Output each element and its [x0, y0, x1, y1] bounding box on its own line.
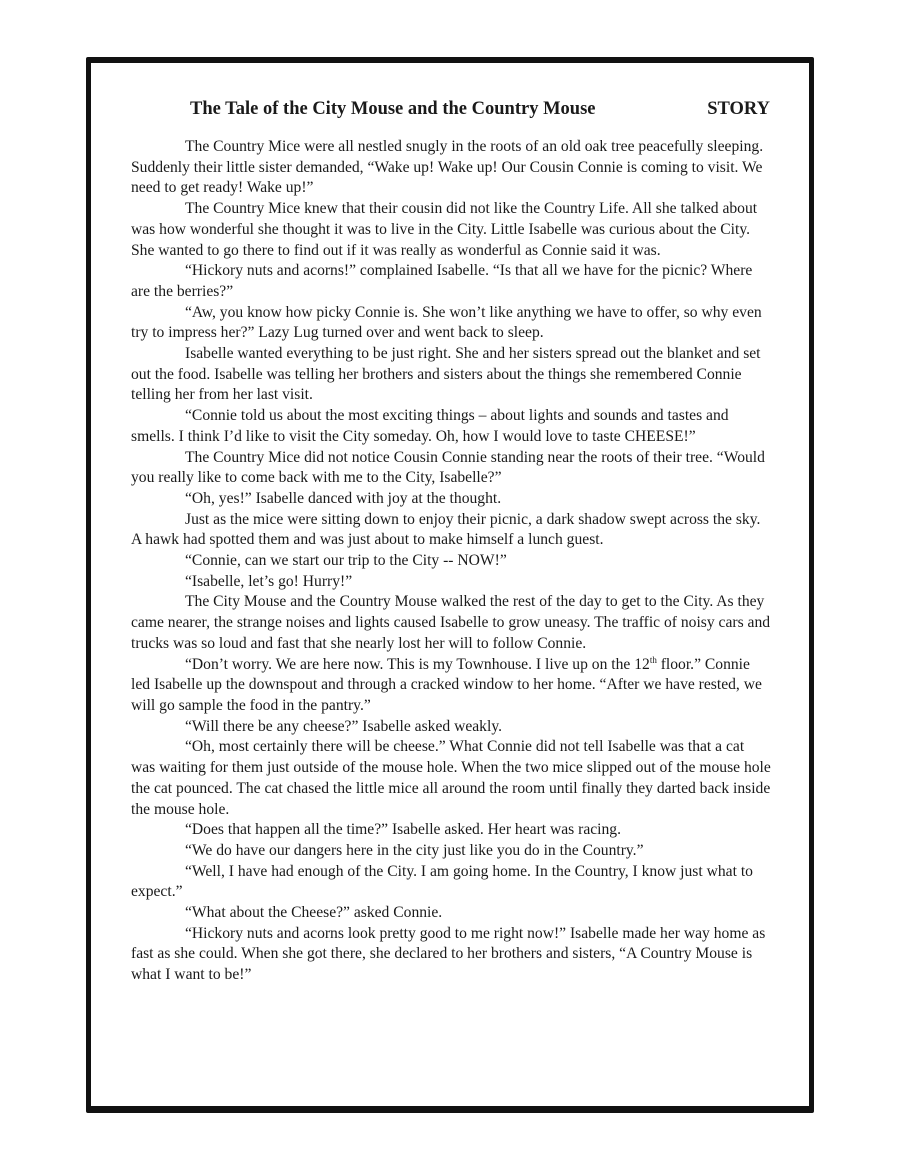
- story-paragraph: “Isabelle, let’s go! Hurry!”: [185, 572, 353, 590]
- story-paragraph: Just as the mice were sitting down to enjoy their picnic, a dark shadow swept across the sky. A hawk had spotted them and was just about to make himself a lunch guest.: [131, 510, 761, 549]
- story-paragraph: The City Mouse and the Country Mouse walked the rest of the day to get to the City. As they came nearer, the strange noises and lights caused Isabelle to grow uneasy. The traffic of noisy cars and trucks was so loud and fast that she nearly lost her will to follow Connie.: [131, 593, 771, 652]
- story-paragraph-townhouse: [131, 655, 771, 717]
- story-paragraph: “What about the Cheese?” asked Connie.: [185, 904, 443, 922]
- document-header: [120, 99, 770, 127]
- story-paragraph: “Will there be any cheese?” Isabelle asked weakly.: [185, 717, 502, 735]
- story-paragraph: “Hickory nuts and acorns!” complained Isabelle. “Is that all we have for the picnic? Where are the berries?”: [131, 262, 753, 300]
- story-paragraph: Isabelle wanted everything to be just right. She and her sisters spread out the blanket and set out the food. Isabelle was telling her brothers and sisters about the things she remembered Connie telling her from her last visit.: [131, 345, 761, 404]
- story-paragraph: “Hickory nuts and acorns look pretty good to me right now!” Isabelle made her way home as fast as she could. When she got there, she declared to her brothers and sisters, “A Country Mouse is what I want to be!”: [131, 924, 766, 984]
- story-body: [131, 137, 771, 986]
- ordinal-suffix: th: [649, 654, 657, 665]
- townhouse-text-start: “Don’t worry. We are here now. This is my Townhouse. I live up on the 12: [185, 655, 650, 673]
- story-paragraph: The Country Mice were all nestled snugly in the roots of an old oak tree peacefully sleeping. Suddenly their little sister demanded, “Wake up! Wake up! Our Cousin Connie is coming to visit. We need to get ready! Wake up!”: [131, 138, 764, 197]
- story-paragraph: “We do have our dangers here in the city just like you do in the Country.”: [185, 841, 644, 859]
- story-paragraph: “Oh, most certainly there will be cheese.” What Connie did not tell Isabelle was that a cat was waiting for them just outside of the mouse hole. When the two mice slipped out of the mouse hole the cat pounced. The cat chased the little mice all around the room until finally they darted back inside the mouse hole.: [131, 738, 771, 818]
- story-paragraph: “Connie told us about the most exciting things – about lights and sounds and tastes and smells. I think I’d like to visit the City someday. Oh, how I would love to taste CHEESE!”: [131, 407, 729, 445]
- story-paragraph: “Connie, can we start our trip to the City -- NOW!”: [185, 552, 507, 570]
- story-paragraph: “Does that happen all the time?” Isabelle asked. Her heart was racing.: [185, 821, 622, 839]
- story-paragraph: “Oh, yes!” Isabelle danced with joy at the thought.: [185, 489, 502, 507]
- story-paragraph: The Country Mice knew that their cousin did not like the Country Life. All she talked about was how wonderful she thought it was to live in the City. Little Isabelle was curious about the City. She wanted to go there to find out if it was really as wonderful as Connie said it was.: [131, 200, 758, 259]
- story-paragraph: “Aw, you know how picky Connie is. She won’t like anything we have to offer, so why even try to impress her?” Lazy Lug turned over and went back to sleep.: [131, 303, 762, 342]
- story-title: The Tale of the City Mouse and the Country Mouse: [190, 99, 596, 119]
- story-paragraph: The Country Mice did not notice Cousin Connie standing near the roots of their tree. “Would you really like to come back with me to the City, Isabelle?”: [131, 448, 765, 487]
- townhouse-text-end: floor.” Connie led Isabelle up the downspout and through a cracked window to her home. “After we have rested, we will go sample the food in the pantry.”: [131, 655, 762, 714]
- story-paragraph: “Well, I have had enough of the City. I am going home. In the Country, I know just what to expect.”: [131, 862, 753, 901]
- story-label: STORY: [707, 99, 770, 119]
